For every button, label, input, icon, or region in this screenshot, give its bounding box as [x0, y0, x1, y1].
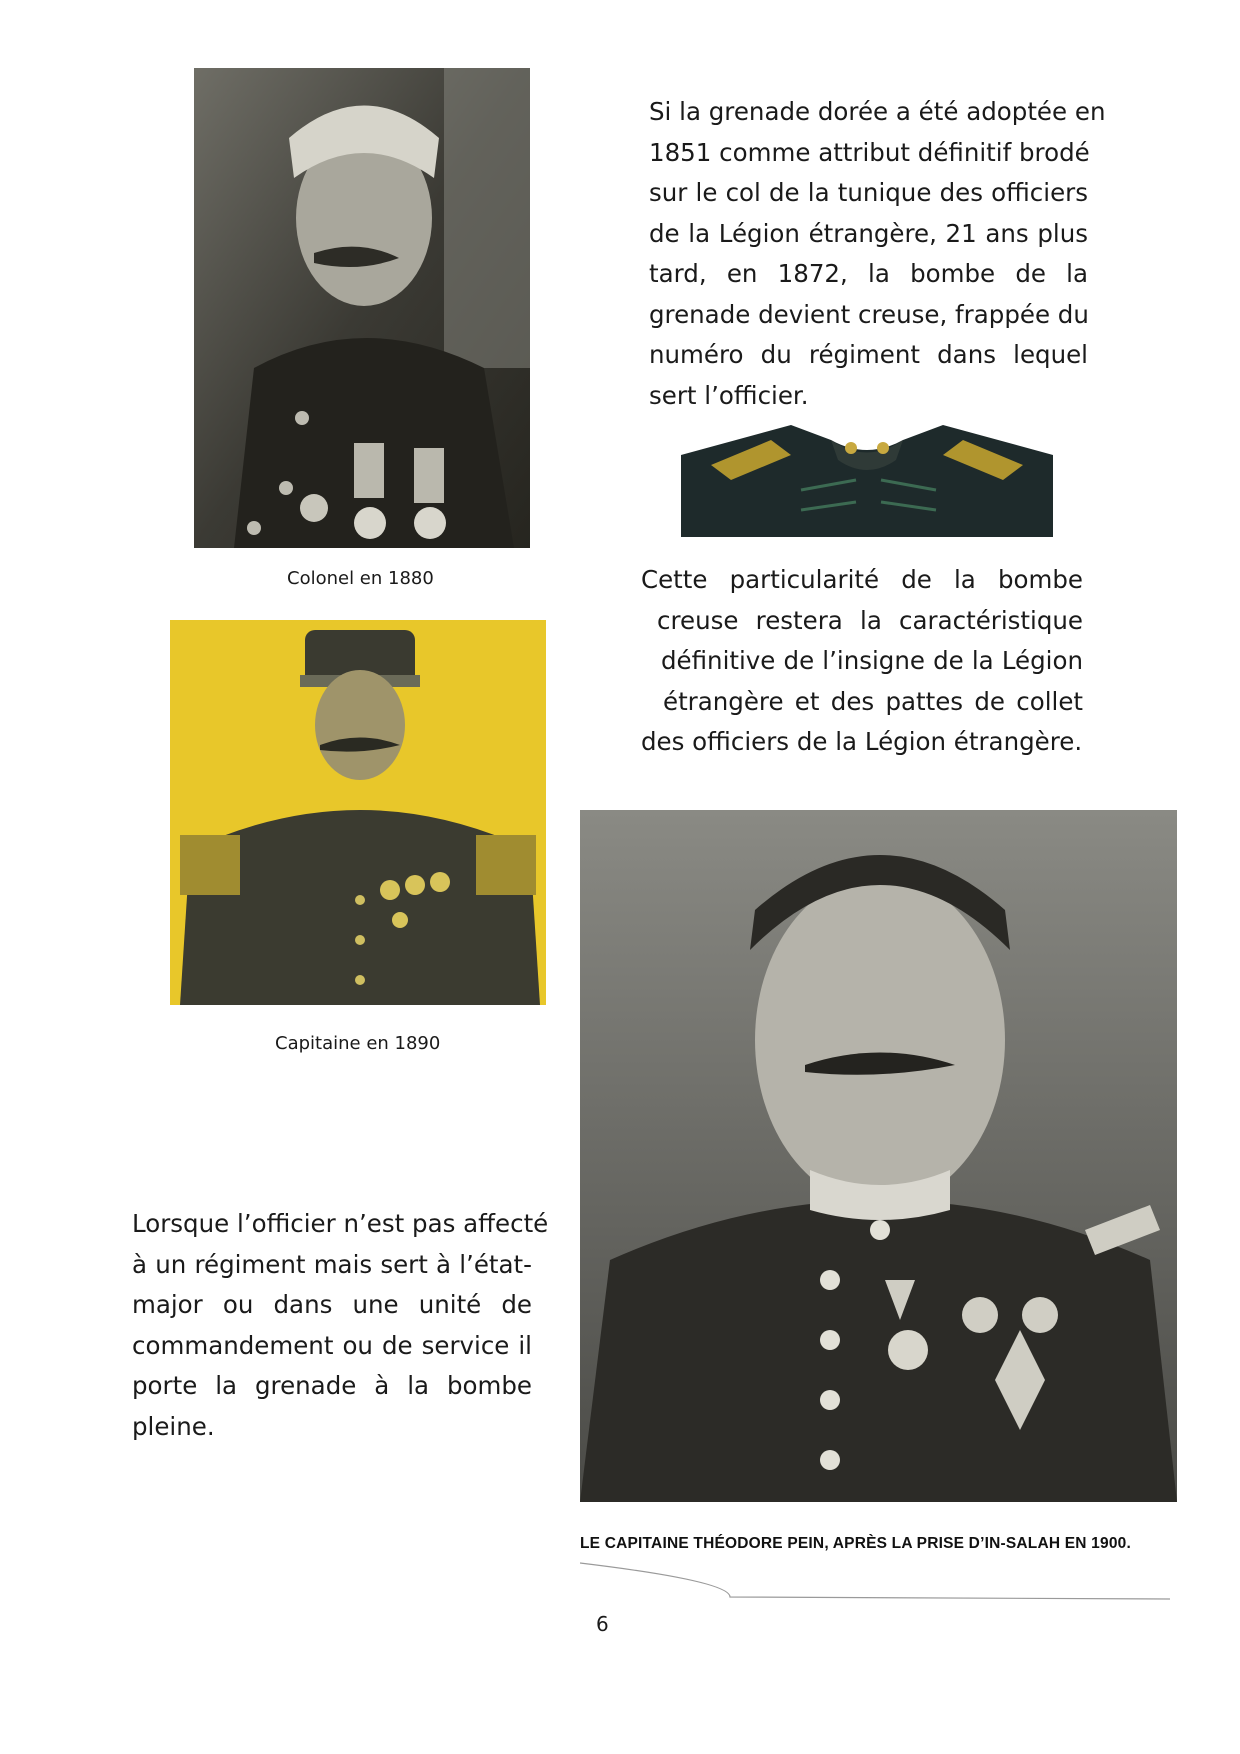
paragraph-line: sur le col de la tunique des officiers	[649, 178, 1088, 207]
paragraph-line: 1851 comme attribut définitif brodé	[649, 137, 1090, 167]
pein-caption: LE CAPITAINE THÉODORE PEIN, APRÈS LA PRISE D’IN-SALAH EN 1900.	[580, 1535, 1131, 1552]
capitaine-caption: Capitaine en 1890	[275, 1033, 441, 1054]
colonel-portrait-photo	[194, 68, 530, 548]
page-number: 6	[596, 1612, 609, 1636]
paragraph-line: étrangère et des pattes de collet	[663, 686, 1083, 716]
pein-portrait-photo	[580, 810, 1177, 1502]
paragraph-line: porte la grenade à la bombe	[132, 1371, 532, 1400]
paragraph-line: à un régiment mais sert à l’état-	[132, 1249, 532, 1279]
uniform-collar-photo	[681, 420, 1053, 537]
paragraph-line: numéro du régiment dans lequel	[649, 340, 1088, 369]
paragraph-line: Si la grenade dorée a été adoptée en	[649, 97, 1106, 126]
paragraph-line: pleine.	[132, 1411, 215, 1441]
paragraph-line: creuse restera la caractéristique	[657, 605, 1083, 635]
paragraph-line: major ou dans une unité de	[132, 1290, 532, 1319]
colonel-caption: Colonel en 1880	[287, 568, 434, 589]
caption-cut-edge	[580, 1561, 1170, 1601]
paragraph-line: sert l’officier.	[649, 380, 809, 410]
paragraph-line: commandement ou de service il	[132, 1330, 532, 1360]
grenade-paragraph	[649, 92, 1106, 416]
paragraph-line: Cette particularité de la bombe	[641, 565, 1083, 594]
capitaine-portrait-photo	[170, 620, 546, 1005]
paragraph-line: des officiers de la Légion étrangère.	[641, 727, 1083, 756]
paragraph-line: Lorsque l’officier n’est pas affecté	[132, 1209, 549, 1238]
paragraph-line: grenade devient creuse, frappée du	[649, 299, 1089, 329]
paragraph-line: définitive de l’insigne de la Légion	[661, 646, 1083, 675]
bombe-paragraph	[641, 560, 1083, 763]
officier-paragraph	[132, 1204, 549, 1447]
paragraph-line: tard, en 1872, la bombe de la	[649, 259, 1088, 288]
paragraph-line: de la Légion étrangère, 21 ans plus	[649, 218, 1088, 248]
